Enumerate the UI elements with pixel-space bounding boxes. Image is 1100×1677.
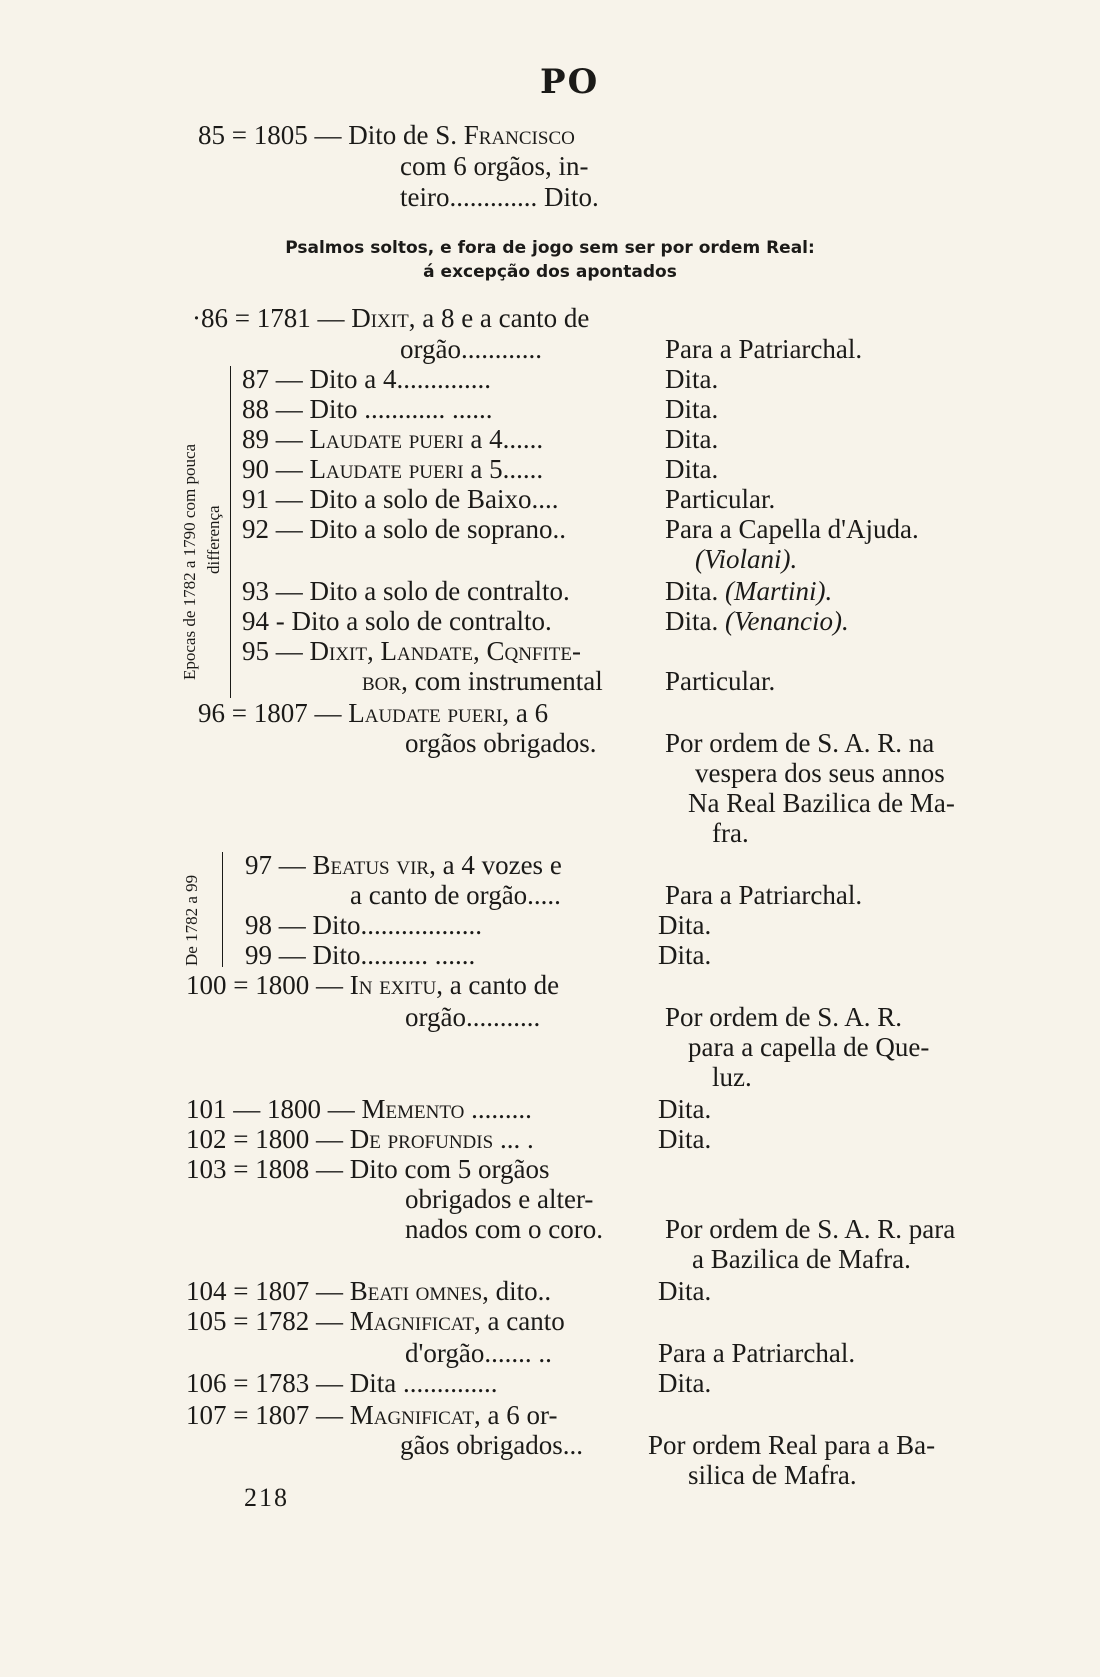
entry-91: 91 — Dito a solo de Baixo.... [242,484,559,514]
entry-97-line2: a canto de orgão..... [350,880,561,910]
entry-100-destination-1: Por ordem de S. A. R. [665,1002,903,1032]
entry-95-destination: Particular. [665,666,776,696]
entry-100-destination-2: para a capella de Que- [688,1032,930,1062]
entry-90-destination: Dita. [665,454,719,484]
entry-104: 104 = 1807 — Beati omnes, dito.. [186,1276,552,1306]
entry-98: 98 — Dito.................. [245,910,483,940]
entry-102: 102 = 1800 — De profundis ... . [186,1124,534,1154]
entry-88: 88 — Dito ............ ...... [242,394,493,424]
side-note-1782-99: De 1782 a 99 [182,874,201,966]
section-heading-line1: Psalmos soltos, e fora de jogo sem ser por ordem Real: [285,238,815,258]
side-bracket-2 [222,852,223,967]
entry-85-line1: 85 = 1805 — Dito de S. Francisco [198,120,575,150]
entry-96-line1: 96 = 1807 — Laudate pueri, a 6 [198,698,549,728]
entry-85-line2: com 6 orgãos, in- [400,151,589,181]
entry-103-destination-2: a Bazilica de Mafra. [692,1244,911,1274]
entry-91-destination: Particular. [665,484,776,514]
entry-86-line1: ·86 = 1781 — Dixit, a 8 e a canto de [192,303,590,333]
entry-103-line2: obrigados e alter- [405,1184,594,1214]
entry-97-destination: Para a Patriarchal. [665,880,863,910]
entry-86-destination: Para a Patriarchal. [665,334,863,364]
entry-86-line2: orgão............ [400,334,542,364]
entry-105-line2: d'orgão....... .. [405,1338,552,1368]
entry-106: 106 = 1783 — Dita .............. [186,1368,498,1398]
page-header: PO [540,62,600,102]
entry-103-line1: 103 = 1808 — Dito com 5 orgãos [186,1154,550,1184]
entry-107-line2: gãos obrigados... [400,1430,583,1460]
side-note-epochs-line2: differença [204,505,223,574]
entry-100-line1: 100 = 1800 — In exitu, a canto de [186,970,560,1000]
entry-105-line1: 105 = 1782 — Magnificat, a canto [186,1306,565,1336]
entry-98-destination: Dita. [658,910,712,940]
entry-94-destination: Dita. (Venancio). [665,606,849,636]
entry-100-line2: orgão........... [405,1002,541,1032]
entry-93-destination: Dita. (Martini). [665,576,833,606]
entry-100-destination-3: luz. [712,1062,752,1092]
entry-92-destination: Para a Capella d'Ajuda. [665,514,919,544]
entry-92-composer: (Violani). [695,544,798,574]
entry-107-destination-2: silica de Mafra. [688,1460,857,1490]
entry-89-destination: Dita. [665,424,719,454]
page-number: 218 [244,1483,289,1512]
entry-101: 101 — 1800 — Memento ......... [186,1094,532,1124]
entry-99-destination: Dita. [658,940,712,970]
entry-96-line2: orgãos obrigados. [405,728,597,758]
entry-95-line1: 95 — Dixit, Landate, Cqnfite- [242,636,582,666]
entry-85-line3: teiro............. Dito. [400,182,599,212]
entry-88-destination: Dita. [665,394,719,424]
entry-90: 90 — Laudate pueri a 5...... [242,454,544,484]
entry-87-destination: Dita. [665,364,719,394]
entry-96-destination-3: Na Real Bazilica de Ma- [688,788,955,818]
entry-87: 87 — Dito a 4.............. [242,364,491,394]
entry-103-line3: nados com o coro. [405,1214,603,1244]
entry-96-destination-4: fra. [712,818,749,848]
entry-102-destination: Dita. [658,1124,712,1154]
entry-92: 92 — Dito a solo de soprano.. [242,514,566,544]
entry-96-destination-1: Por ordem de S. A. R. na [665,728,935,758]
entry-93: 93 — Dito a solo de contralto. [242,576,570,606]
side-bracket-1 [230,366,231,698]
entry-105-destination: Para a Patriarchal. [658,1338,856,1368]
entry-95-line2: bor, com instrumental [362,666,603,696]
entry-107-destination-1: Por ordem Real para a Ba- [648,1430,936,1460]
entry-99: 99 — Dito.......... ...... [245,940,476,970]
entry-96-destination-2: vespera dos seus annos [695,758,945,788]
entry-107-line1: 107 = 1807 — Magnificat, a 6 or- [186,1400,558,1430]
entry-104-destination: Dita. [658,1276,712,1306]
entry-94: 94 - Dito a solo de contralto. [242,606,552,636]
entry-103-destination-1: Por ordem de S. A. R. para [665,1214,956,1244]
section-heading-line2: á excepção dos apontados [423,262,677,282]
entry-106-destination: Dita. [658,1368,712,1398]
side-note-epochs-line1: Epocas de 1782 a 1790 com pouca [180,443,199,680]
entry-89: 89 — Laudate pueri a 4...... [242,424,544,454]
entry-97-line1: 97 — Beatus vir, a 4 vozes e [245,850,562,880]
entry-101-destination: Dita. [658,1094,712,1124]
